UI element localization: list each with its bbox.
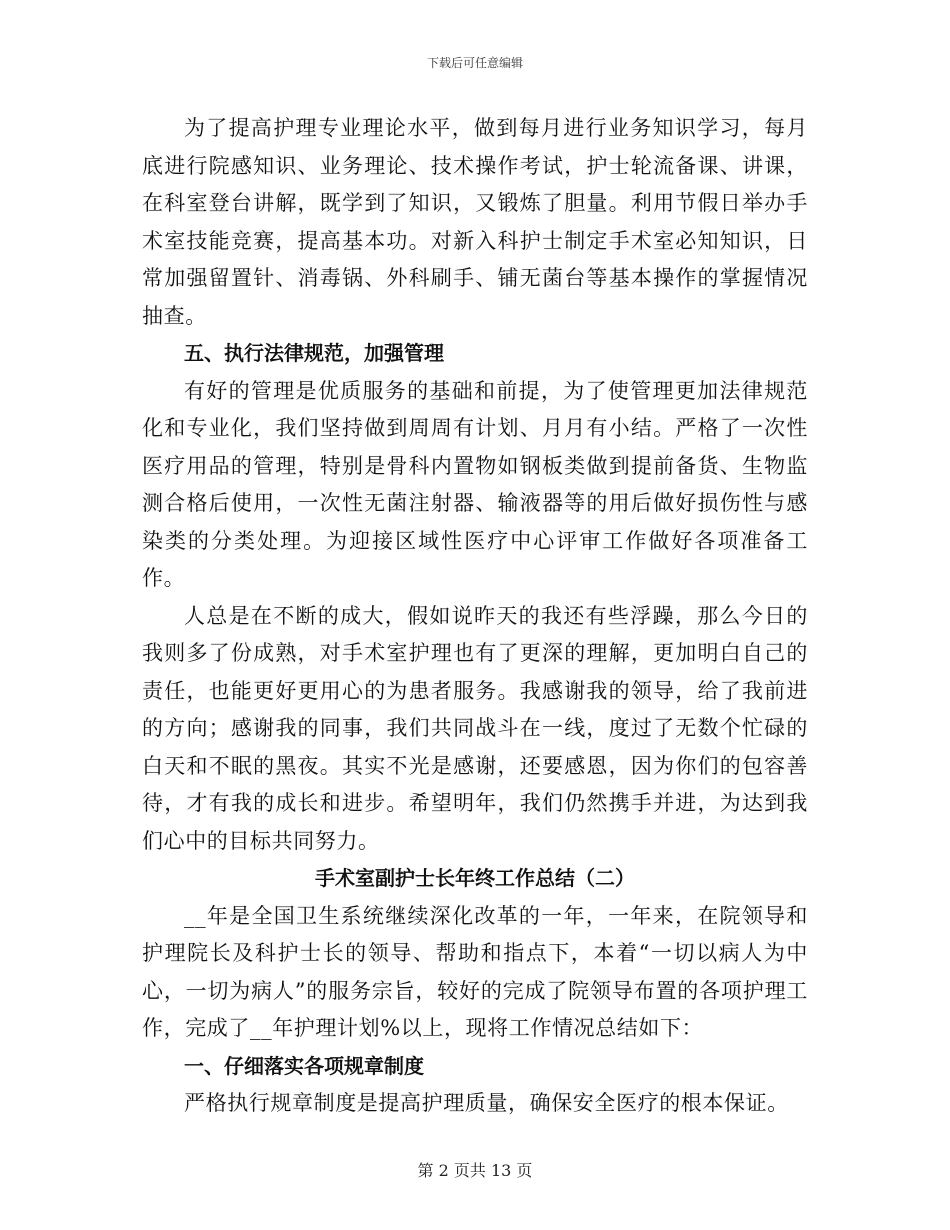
section-heading-5: 五、执行法律规范，加强管理 xyxy=(184,341,444,365)
document-title-2: 手术室副护士长年终工作总结（二） xyxy=(315,866,635,890)
paragraph-study: 为了提高护理专业理论水平，做到每月进行业务知识学习，每月底进行院感知识、业务理论、技术操作考试，护士轮流备课、讲课，在科室登台讲解，既学到了知识，又锻炼了胆量。利用节假日举办手术室技能竞赛，提高基本功。对新入科护士制定手术室必知知识，日常加强留置针、消毒锅、外科刷手、铺无菌台等基本操作的掌握情况抽查。 xyxy=(142,116,808,328)
paragraph-growth: 人总是在不断的成大，假如说昨天的我还有些浮躁，那么今日的我则多了份成熟，对手术室护理也有了更深的理解，更加明白自己的责任，也能更好更用心的为患者服务。我感谢我的领导，给了我前进的方向；感谢我的同事，我们共同战斗在一线，度过了无数个忙碌的白天和不眠的黑夜。其实不光是感谢，还要感恩，因为你们的包容善待，才有我的成长和进步。希望明年，我们仍然携手并进，为达到我们心中的目标共同努力。 xyxy=(142,603,808,853)
document-body xyxy=(142,110,808,1123)
paragraph-management: 有好的管理是优质服务的基础和前提，为了使管理更加法律规范化和专业化，我们坚持做到周周有计划、月月有小结。严格了一次性医疗用品的管理，特别是骨科内置物如钢板类做到提前备货、生物监测合格后使用，一次性无菌注射器、输液器等的用后做好损伤性与感染类的分类处理。为迎接区域性医疗中心评审工作做好各项准备工作。 xyxy=(142,378,808,590)
page-footer: 第 2 页共 13 页 xyxy=(417,1161,533,1180)
section-heading-1: 一、仔细落实各项规章制度 xyxy=(184,1053,424,1078)
page-header: 下载后可任意编辑 xyxy=(426,56,523,70)
paragraph-rules: 严格执行规章制度是提高护理质量，确保安全医疗的根本保证。 xyxy=(184,1091,789,1115)
paragraph-intro-2: __年是全国卫生系统继续深化改革的一年，一年来，在院领导和护理院长及科护士长的领导、帮助和指点下，本着“一切以病人为中心，一切为病人”的服务宗旨，较好的完成了院领导布置的各项护理工作，完成了__年护理计划%以上，现将工作情况总结如下： xyxy=(142,903,808,1040)
